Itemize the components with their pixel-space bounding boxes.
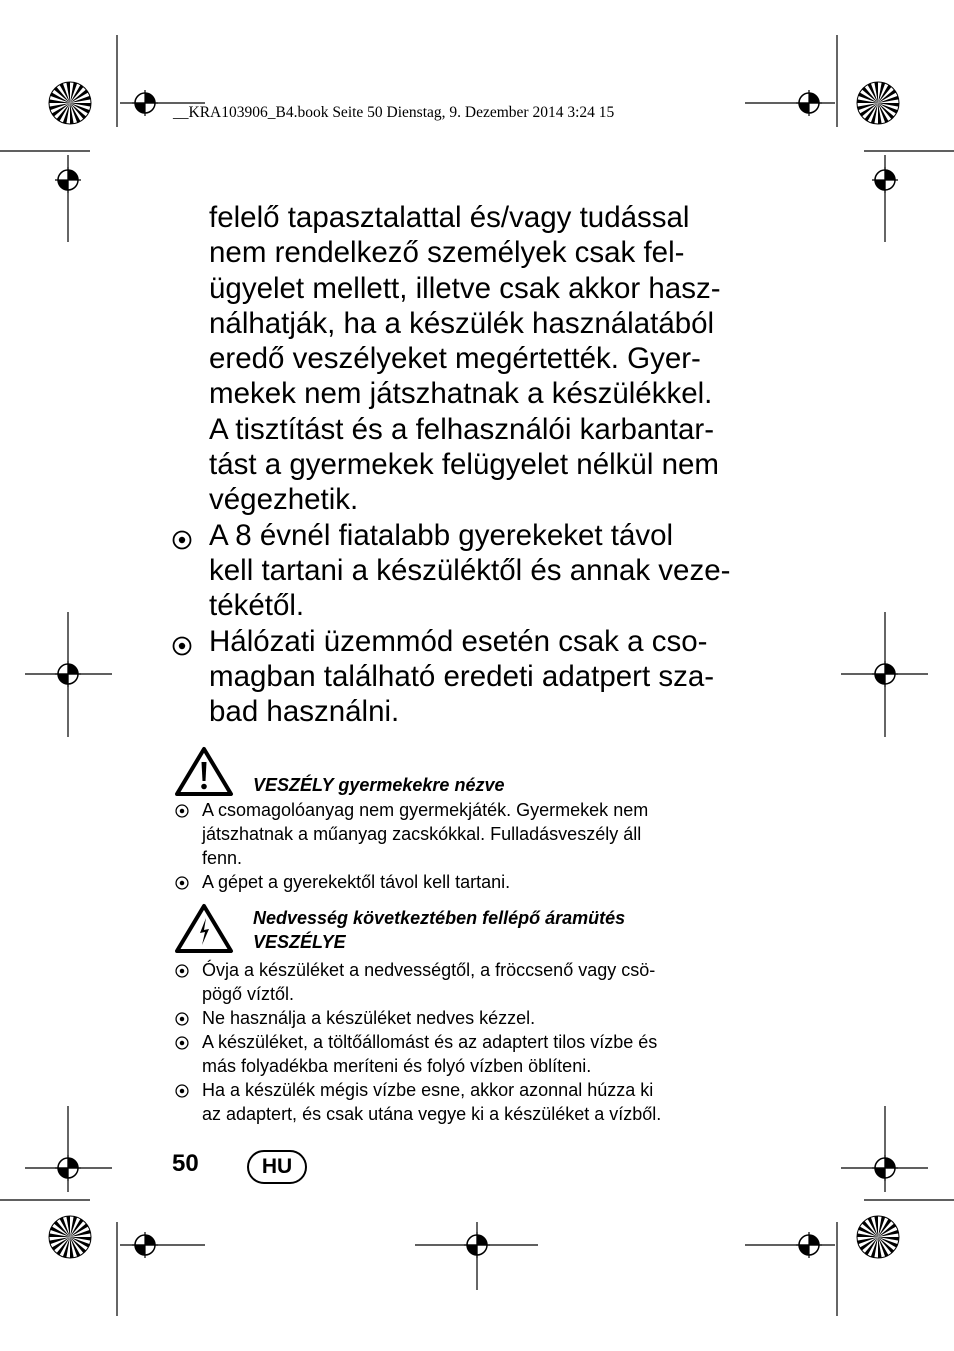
paragraph-1 [209, 200, 739, 518]
text-line: A készüléket, a töltőállomást és az adaptert tilos vízbe és [202, 1032, 658, 1052]
text-line: játszhatnak a műanyag zacskókkal. Fulladásveszély áll [202, 824, 642, 844]
language-badge: HU [247, 1150, 307, 1184]
warning-title: VESZÉLY gyermekekre nézve [253, 775, 505, 795]
bullet-item-1 [209, 518, 739, 624]
electric-shock-triangle-icon [173, 902, 235, 954]
text-line: más folyadékba meríteni és folyó vízben öblíteni. [202, 1056, 592, 1076]
circled-dot-icon [172, 636, 192, 656]
warning-title [253, 906, 625, 954]
list-item [202, 1030, 732, 1078]
text-line: A 8 évnél fiatalabb gyerekeket távol [209, 518, 674, 552]
text-line: Ha a készülék mégis vízbe esne, akkor azonnal húzza ki [202, 1080, 654, 1100]
bullet-item-2 [209, 624, 739, 730]
text-line: felelő tapasztalattal és/vagy tudással [209, 201, 690, 234]
circled-dot-icon [175, 804, 189, 818]
circled-dot-icon [175, 1012, 189, 1026]
text-line: Ne használja a készüléket nedves kézzel. [202, 1008, 536, 1028]
text-line: eredő veszélyeket megértették. Gyer- [209, 342, 701, 376]
circled-dot-icon [175, 1036, 189, 1050]
list-item [202, 798, 732, 870]
text-line: mekek nem játszhatnak a készülékkel. [209, 377, 713, 411]
circled-dot-icon [172, 530, 192, 550]
main-text [209, 200, 739, 729]
circled-dot-icon [175, 876, 189, 890]
warning-triangle-icon [173, 745, 235, 797]
text-line: nálhatják, ha a készülék használatából [209, 306, 715, 340]
text-line: tékétől. [209, 589, 305, 623]
warning-2-list [202, 958, 732, 1126]
warning-title-line: Nedvesség következtében fellépő áramütés [253, 908, 626, 928]
text-line: az adaptert, és csak utána vegye ki a készüléket a vízből. [202, 1104, 662, 1124]
list-item [202, 870, 732, 894]
warning-title-line: VESZÉLYE [253, 932, 346, 952]
text-line: Hálózati üzemmód esetén csak a cso- [209, 624, 708, 658]
text-line: A gépet a gyerekektől távol kell tartani. [202, 872, 511, 892]
page-number: 50 [172, 1150, 199, 1177]
text-line: bad használni. [209, 695, 400, 729]
text-line: ügyelet mellett, illetve csak akkor hasz- [209, 271, 721, 305]
text-line: pögő víztől. [202, 984, 295, 1004]
text-line: Óvja a készüléket a nedvességtől, a fröccsenő vagy csö- [202, 960, 656, 980]
text-line: A tisztítást és a felhasználói karbantar- [209, 412, 715, 446]
circled-dot-icon [175, 1084, 189, 1098]
text-line: magban található eredeti adatpert sza- [209, 659, 715, 693]
list-item [202, 958, 732, 1006]
text-line: végezhetik. [209, 483, 359, 517]
list-item [202, 1006, 732, 1030]
text-line: nem rendelkező személyek csak fel- [209, 236, 685, 270]
warning-1-list [202, 798, 732, 894]
file-info-header: __KRA103906_B4.book Seite 50 Dienstag, 9. Dezember 2014 3:24 15 [173, 104, 615, 121]
circled-dot-icon [175, 964, 189, 978]
text-line: A csomagolóanyag nem gyermekjáték. Gyermekek nem [202, 800, 649, 820]
text-line: fenn. [202, 848, 243, 868]
list-item [202, 1078, 732, 1126]
text-line: tást a gyermekek felügyelet nélkül nem [209, 448, 719, 482]
text-line: kell tartani a készüléktől és annak veze- [209, 553, 731, 587]
